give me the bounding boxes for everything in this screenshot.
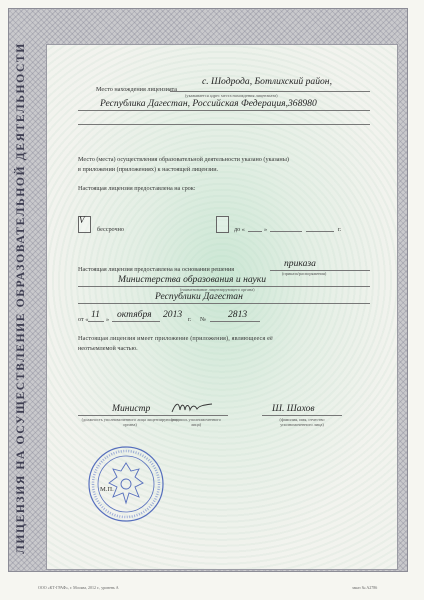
term-label: Настоящая лицензия предоставлена на срок: (78, 185, 196, 192)
basis-authority: Министерства образования и науки (118, 274, 267, 285)
license-page: ЛИЦЕНЗИЯ НА ОСУЩЕСТВЛЕНИЕ ОБРАЗОВАТЕЛЬНОЙ ДЕЯТЕЛЬНОСТИ Место нахождения лицензиата с. Шодрода, Ботлихский район, (указывается адрес места нахождения лицензиата) Республика Дагестан, Российская Федерация,368980 Место (места) осуществления образовательной деятельности указано (указаны) в приложении (приложениях) к настоящей лицензии. Настоящая лицензия предоставлена на срок: V бессрочно до « » г. Настоящая лицензия предоставлена на основании решения приказа (приказа/распоряжения) Министерства образования и науки (наименование лицензирующего органа) Республики Дагестан от « 11 » октября 2013 г. № 2813 Настоящая лицензия имеет приложение (приложения), являющееся её неотъемлемой частью. Министр (должность уполномоченного лица лицензирующего органа) (подпись уполномоченного лица) Ш. Шахов (фамилия, имя, отчество уполномоченного лица) М.П. ООО «КТ-ГРАФ», г. Москва, 2012 г., уровень А заказ № А2786 (0, 0, 424, 600)
basis-label: Настоящая лицензия предоставлена на основании решения (78, 266, 235, 273)
order-number-footer: заказ № А2786 (352, 585, 378, 590)
signatory-position: Министр (112, 403, 151, 414)
appendix-line1: Настоящая лицензия имеет приложение (приложения), являющееся её (78, 335, 273, 342)
until-checkbox (216, 216, 229, 233)
until-year: г. (338, 226, 342, 233)
seal-letters: М.П. (100, 486, 114, 493)
number-label: № (200, 316, 206, 323)
activity-places-line1: Место (места) осуществления образовательной деятельности указано (указаны) (78, 156, 289, 163)
side-title: ЛИЦЕНЗИЯ НА ОСУЩЕСТВЛЕНИЕ ОБРАЗОВАТЕЛЬНОЙ ДЕЯТЕЛЬНОСТИ (14, 42, 27, 554)
official-seal (87, 445, 165, 523)
location-value-line1: с. Шодрода, Ботлихский район, (202, 76, 332, 87)
basis-doc-type: приказа (284, 258, 316, 269)
location-label: Место нахождения лицензиата (96, 86, 178, 93)
date-prefix: от « (78, 316, 89, 323)
indefinite-mark: V (79, 215, 85, 225)
indefinite-label: бессрочно (97, 226, 125, 233)
date-year-suffix: г. (188, 316, 192, 323)
appendix-line2: неотъемлемой частью. (78, 345, 138, 352)
basis-region: Республики Дагестан (155, 291, 243, 302)
date-day: 11 (91, 309, 100, 320)
until-label: до « (234, 226, 245, 233)
order-number: 2813 (228, 309, 248, 320)
date-month: октября (117, 309, 152, 320)
activity-places-line2: в приложении (приложениях) к настоящей лицензии. (78, 166, 219, 173)
basis-authority-hint: (наименование лицензирующего органа) (180, 287, 255, 292)
until-mid: » (264, 226, 268, 233)
signatory-name: Ш. Шахов (272, 403, 315, 414)
signature-hint: (подпись уполномоченного лица) (171, 417, 221, 427)
position-hint: (должность уполномоченного лица лицензирующего органа) (81, 417, 179, 427)
signature-scribble (170, 398, 214, 416)
location-value-line2: Республика Дагестан, Российская Федерация,368980 (100, 98, 317, 109)
location-hint: (указывается адрес места нахождения лицензиата) (185, 93, 278, 98)
basis-doc-type-hint: (приказа/распоряжения) (282, 271, 327, 276)
printer-info: ООО «КТ-ГРАФ», г. Москва, 2012 г., уровень А (38, 585, 119, 590)
date-year: 2013 (163, 309, 183, 320)
name-hint: (фамилия, имя, отчество уполномоченного лица) (279, 417, 325, 427)
